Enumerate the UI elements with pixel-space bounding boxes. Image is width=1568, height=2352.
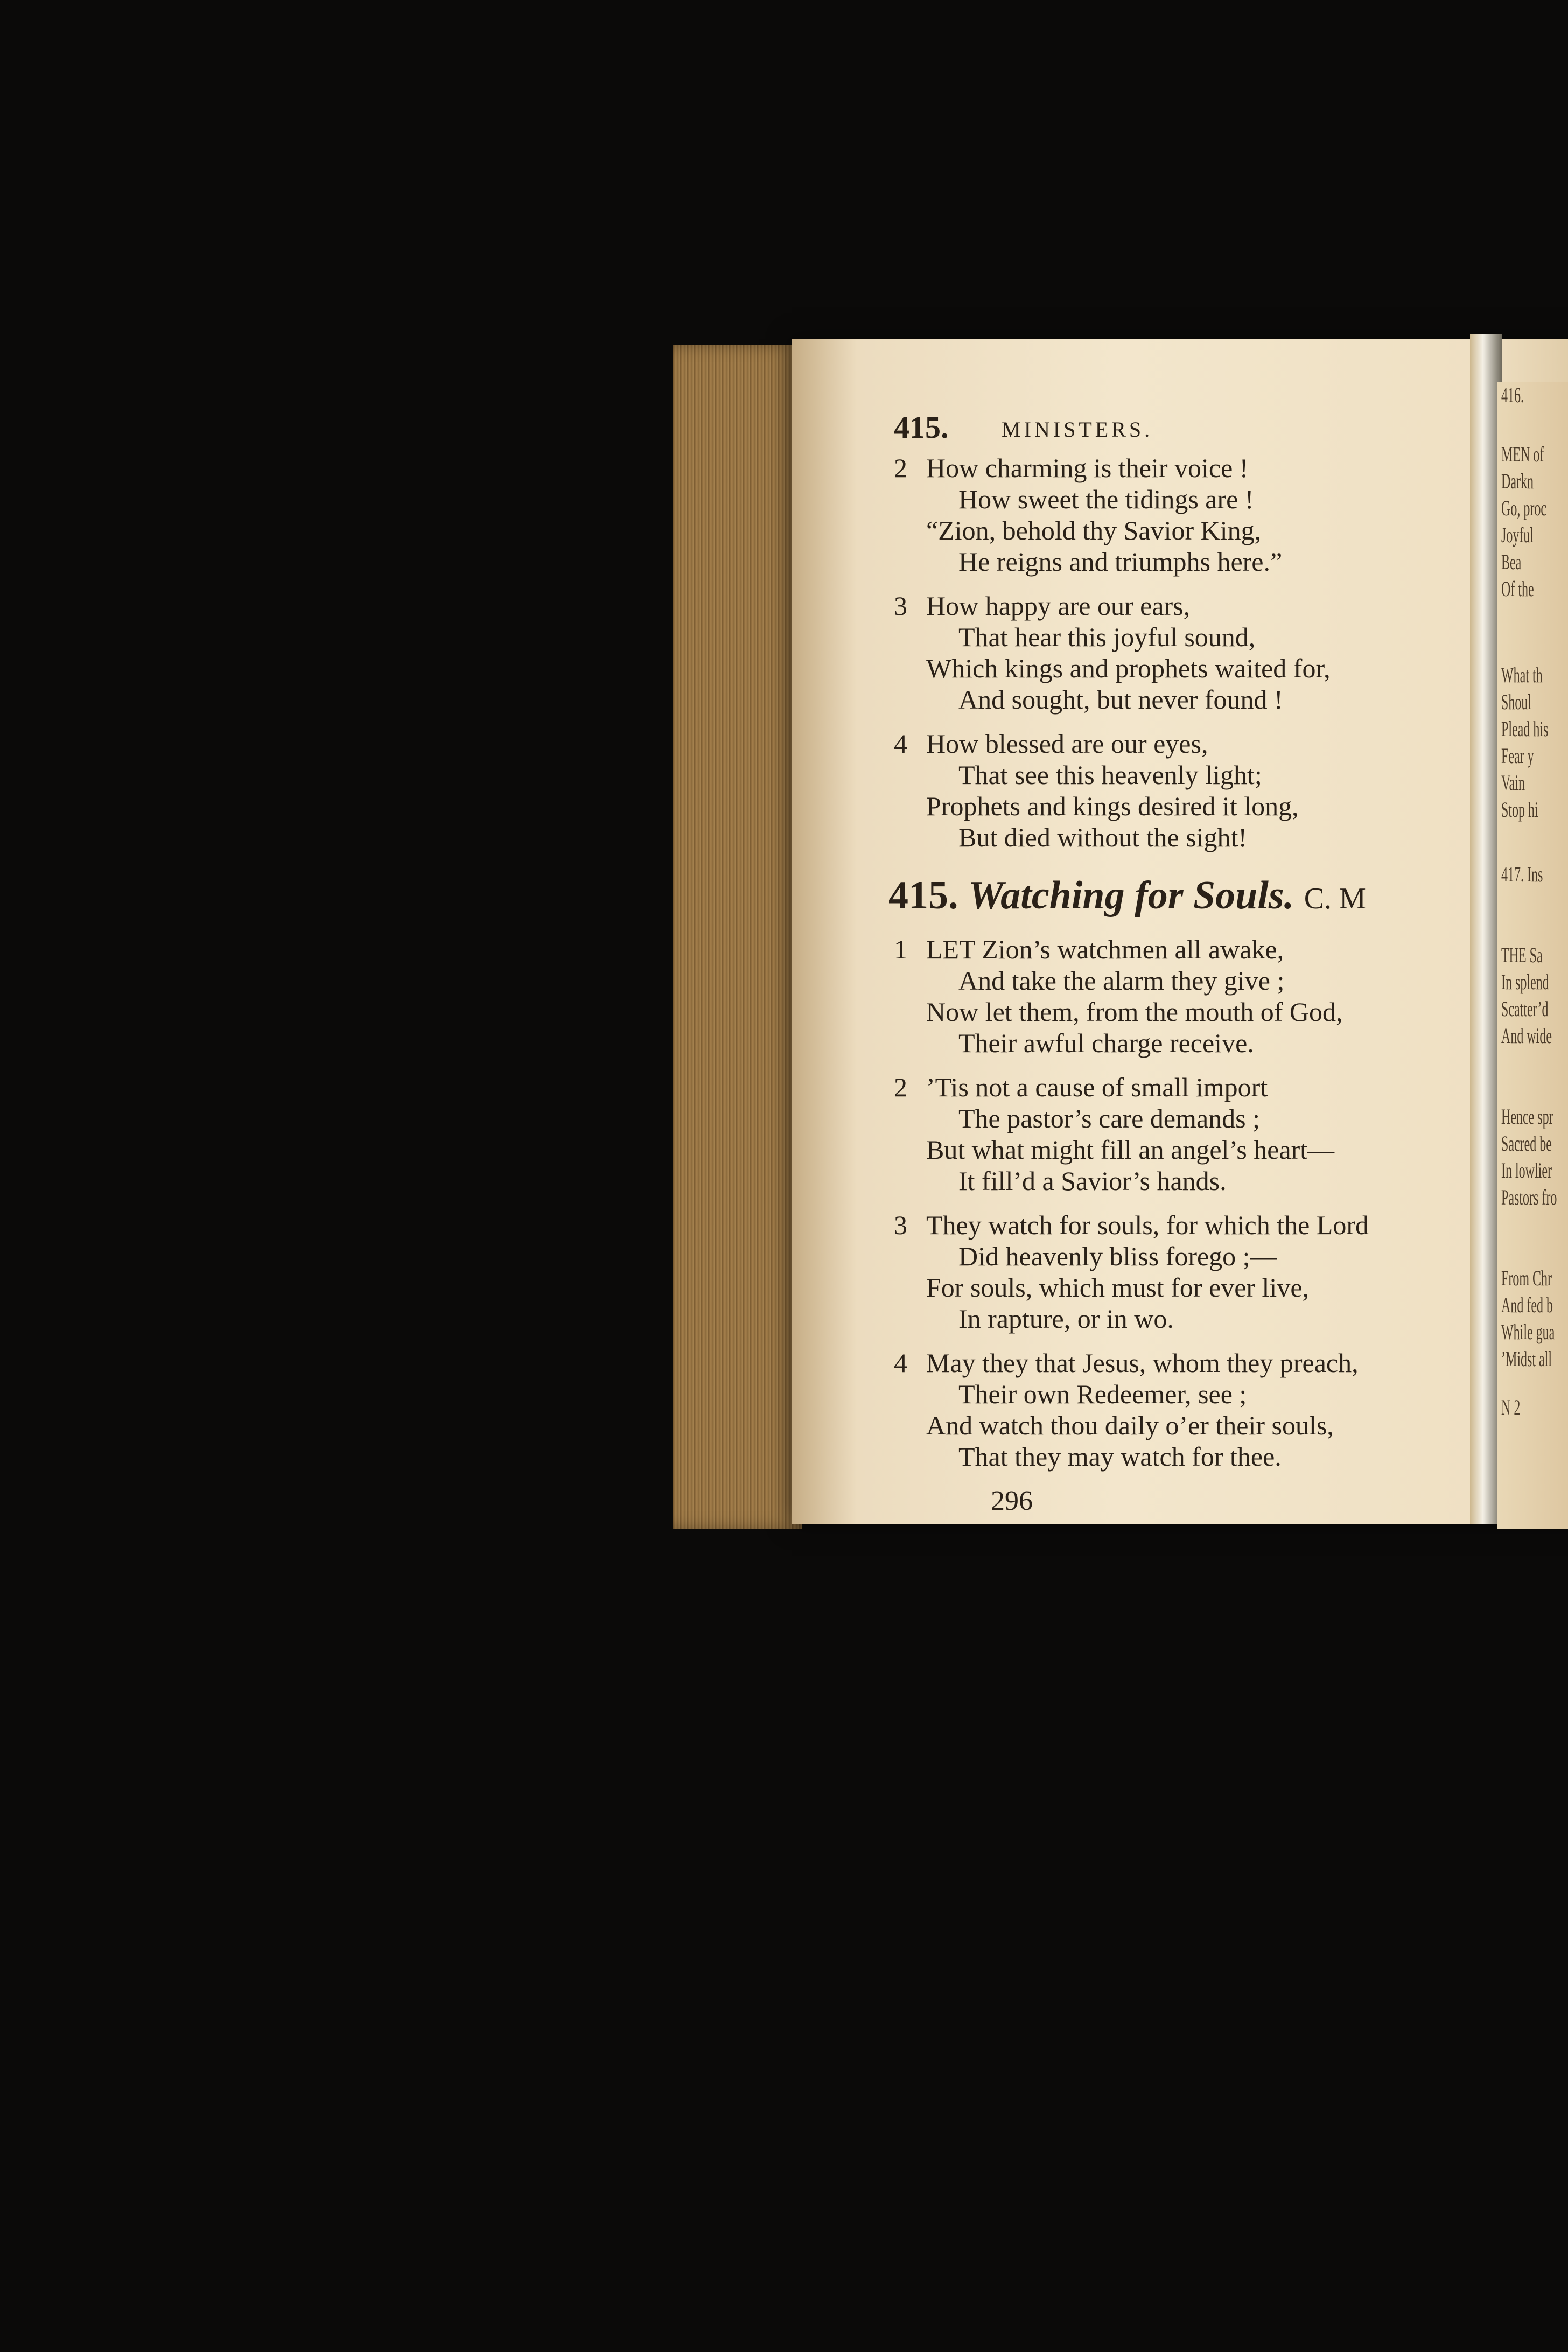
- verse-text: But what might fill an angel’s heart—: [926, 1135, 1335, 1165]
- right-page-text-fragment: In lowlier: [1501, 1158, 1552, 1182]
- stanza-number: 3: [894, 591, 907, 621]
- stanza: [894, 590, 1481, 715]
- verse-line: [894, 590, 1481, 621]
- stanza-number: 2: [894, 1072, 907, 1102]
- verse-line: [894, 790, 1481, 822]
- right-page-text-fragment: Plead his: [1501, 717, 1549, 741]
- verse-line: [894, 1134, 1481, 1165]
- right-page-text-fragment: N 2: [1501, 1395, 1521, 1419]
- right-page-text-fragment: Of the: [1501, 577, 1534, 601]
- page-number: 296: [991, 1486, 1033, 1516]
- verse-text: They watch for souls, for which the Lord: [926, 1210, 1369, 1240]
- right-page-text-fragment: Vain: [1501, 771, 1525, 795]
- header-hymn-number: 415.: [894, 410, 949, 445]
- verse-line: [894, 546, 1481, 577]
- stanza: [894, 934, 1481, 1059]
- right-page-text-fragment: Darkn: [1501, 469, 1534, 493]
- verse-text: In rapture, or in wo.: [958, 1304, 1174, 1334]
- verse-text: Prophets and kings desired it long,: [926, 791, 1299, 821]
- right-page-text-fragment: Shoul: [1501, 690, 1532, 714]
- stanza: [894, 1347, 1481, 1472]
- verse-line: [894, 621, 1481, 653]
- right-page-text-fragment: MEN of: [1501, 442, 1544, 466]
- verse-text: How charming is their voice !: [926, 453, 1249, 483]
- hymn-title: Watching for Souls.: [968, 873, 1294, 918]
- verse-text: That see this heavenly light;: [958, 760, 1262, 790]
- right-page-text-fragment: In splend: [1501, 970, 1549, 994]
- header-section-title: MINISTERS.: [1002, 417, 1153, 442]
- page-edges: [673, 345, 802, 1529]
- stanza-number: 3: [894, 1210, 907, 1240]
- page-text: [888, 409, 1481, 1517]
- continued-hymn: [894, 452, 1481, 853]
- hymn-number: 415.: [888, 873, 958, 918]
- right-page-text-fragment: THE Sa: [1501, 943, 1543, 967]
- verse-text: How sweet the tidings are !: [958, 484, 1254, 514]
- stanza-number: 1: [894, 934, 907, 964]
- right-page-text-fragment: From Chr: [1501, 1266, 1552, 1290]
- verse-line: [894, 1027, 1481, 1059]
- right-page-text-fragment: And wide: [1501, 1024, 1552, 1048]
- verse-text: He reigns and triumphs here.”: [958, 547, 1283, 577]
- verse-line: [894, 1378, 1481, 1410]
- verse-line: [894, 484, 1481, 515]
- verse-text: And take the alarm they give ;: [958, 965, 1285, 996]
- stanza-number: 4: [894, 1348, 907, 1378]
- verse-text: But died without the sight!: [958, 822, 1248, 852]
- verse-text: Did heavenly bliss forego ;—: [958, 1241, 1277, 1271]
- right-page-text-fragment: Joyful: [1501, 523, 1534, 547]
- running-header: [894, 409, 1481, 452]
- hymn-heading: [888, 866, 1481, 928]
- verse-text: Now let them, from the mouth of God,: [926, 997, 1343, 1027]
- verse-line: [894, 1441, 1481, 1472]
- verse-text: For souls, which must for ever live,: [926, 1272, 1310, 1303]
- verse-line: [894, 996, 1481, 1027]
- verse-text: Their awful charge receive.: [958, 1028, 1254, 1058]
- right-page-text-fragment: Pastors fro: [1501, 1185, 1557, 1209]
- verse-text: That they may watch for thee.: [958, 1441, 1282, 1472]
- verse-line: [894, 965, 1481, 996]
- verse-line: [894, 1410, 1481, 1441]
- verse-text: Their own Redeemer, see ;: [958, 1379, 1247, 1409]
- verse-line: [894, 1272, 1481, 1303]
- stanza: [894, 1209, 1481, 1334]
- verse-text: Which kings and prophets waited for,: [926, 653, 1331, 683]
- right-page-text-fragment: Fear y: [1501, 744, 1534, 768]
- verse-text: “Zion, behold thy Savior King,: [926, 515, 1262, 545]
- right-page-text-fragment: Go, proc: [1501, 496, 1546, 520]
- right-page-text-fragment: Hence spr: [1501, 1104, 1553, 1129]
- hymn-meter: C. M: [1304, 882, 1366, 915]
- right-page-text-fragment: Bea: [1501, 550, 1522, 574]
- verse-line: [894, 684, 1481, 715]
- verse-line: [894, 452, 1481, 484]
- verse-line: [894, 1347, 1481, 1378]
- stanza: [894, 728, 1481, 853]
- verse-line: [894, 822, 1481, 853]
- right-page-text-fragment: 416.: [1501, 383, 1524, 407]
- stanza: [894, 1072, 1481, 1196]
- stanza-number: 4: [894, 729, 907, 759]
- verse-text: ’Tis not a cause of small import: [926, 1072, 1268, 1102]
- verse-text: The pastor’s care demands ;: [958, 1103, 1260, 1133]
- verse-line: [894, 515, 1481, 546]
- verse-line: [894, 728, 1481, 759]
- verse-text: LET Zion’s watchmen all awake,: [926, 934, 1284, 964]
- stanza: [894, 452, 1481, 577]
- verse-text: It fill’d a Savior’s hands.: [958, 1166, 1227, 1196]
- right-page-text-fragment: ’Midst all: [1501, 1347, 1552, 1371]
- stanza-number: 2: [894, 453, 907, 483]
- verse-line: [894, 653, 1481, 684]
- verse-line: [894, 1103, 1481, 1134]
- verse-line: [894, 1072, 1481, 1103]
- right-page-text-fragment: Stop hi: [1501, 797, 1538, 822]
- verse-line: [894, 759, 1481, 790]
- verse-line: [894, 1165, 1481, 1196]
- right-page-text-fragment: Scatter’d: [1501, 997, 1549, 1021]
- right-page-text-fragment: While gua: [1501, 1320, 1555, 1344]
- right-page-text-fragment: 417. Ins: [1501, 862, 1543, 886]
- right-page-text-fragment: And fed b: [1501, 1293, 1553, 1317]
- verse-text: And sought, but never found !: [958, 684, 1283, 715]
- right-page-text-fragment: What th: [1501, 663, 1543, 687]
- new-hymn: [894, 934, 1481, 1472]
- verse-text: And watch thou daily o’er their souls,: [926, 1410, 1334, 1440]
- verse-text: May they that Jesus, whom they preach,: [926, 1348, 1359, 1378]
- right-page-fragment: [1497, 382, 1568, 1529]
- verse-line: [894, 1209, 1481, 1241]
- verse-line: [894, 1241, 1481, 1272]
- verse-line: [894, 934, 1481, 965]
- verse-text: How blessed are our eyes,: [926, 729, 1208, 759]
- verse-text: That hear this joyful sound,: [958, 622, 1256, 652]
- verse-line: [894, 1303, 1481, 1334]
- right-page-text-fragment: Sacred be: [1501, 1131, 1552, 1156]
- verse-text: How happy are our ears,: [926, 591, 1191, 621]
